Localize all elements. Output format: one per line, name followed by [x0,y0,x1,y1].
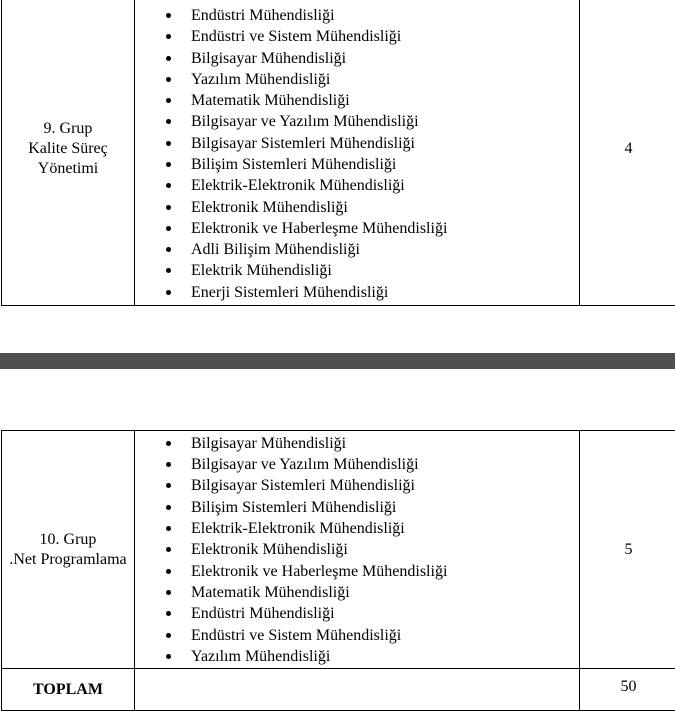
department-item: Endüstri ve Sistem Mühendisliği [135,625,579,646]
department-item: Elektronik ve Haberleşme Mühendisliği [135,561,579,582]
department-item: Adli Bilişim Mühendisliği [135,239,579,260]
total-value-cell [580,669,675,711]
department-list-cell [135,431,580,669]
department-item: Bilgisayar ve Yazılım Mühendisliği [135,111,579,132]
group-title-line: Yönetimi [37,160,99,177]
department-item: Bilgisayar Mühendisliği [135,433,579,454]
department-item: Matematik Mühendisliği [135,90,579,111]
group-10-table [1,430,675,711]
group-number: 10. Grup [39,530,97,548]
department-item: Bilgisayar Mühendisliği [135,48,579,69]
group-9-table [1,0,675,306]
department-item: Bilişim Sistemleri Mühendisliği [135,154,579,175]
total-empty-cell [135,669,580,711]
total-label: TOPLAM [33,680,103,698]
page-bottom [0,369,675,716]
department-item: Yazılım Mühendisliği [135,646,579,667]
department-item: Enerji Sistemleri Mühendisliği [135,282,579,303]
quota-cell [580,431,675,669]
total-row [2,669,675,711]
department-list-cell [135,0,580,306]
department-item: Elektrik-Elektronik Mühendisliği [135,518,579,539]
department-item: Endüstri Mühendisliği [135,603,579,624]
group-name-cell [2,0,135,306]
department-item: Yazılım Mühendisliği [135,69,579,90]
quota-value: 4 [624,140,633,157]
department-item: Elektrik Mühendisliği [135,260,579,281]
department-item: Elektronik ve Haberleşme Mühendisliği [135,218,579,239]
department-item: Bilişim Sistemleri Mühendisliği [135,497,579,518]
table-row [2,431,675,669]
department-item: Elektrik-Elektronik Mühendisliği [135,175,579,196]
group-name-cell [2,431,135,669]
department-item: Elektronik Mühendisliği [135,197,579,218]
department-item: Bilgisayar Sistemleri Mühendisliği [135,475,579,496]
department-item: Endüstri Mühendisliği [135,5,579,26]
quota-cell [580,0,675,306]
department-item: Matematik Mühendisliği [135,582,579,603]
quota-value: 5 [624,540,633,558]
department-item: Bilgisayar Sistemleri Mühendisliği [135,133,579,154]
department-list [135,432,579,667]
group-title-line: Kalite Süreç [28,140,108,157]
department-item: Endüstri ve Sistem Mühendisliği [135,26,579,47]
table-row [2,0,675,306]
group-title-line: .Net Programlama [9,550,127,568]
total-value: 50 [620,678,637,695]
department-item: Bilgisayar ve Yazılım Mühendisliği [135,454,579,475]
total-label-cell [2,669,135,711]
department-item: Elektronik Mühendisliği [135,539,579,560]
page-top [0,0,675,353]
department-list [135,0,579,303]
page-separator [0,353,675,369]
group-number: 9. Grup [43,120,93,137]
